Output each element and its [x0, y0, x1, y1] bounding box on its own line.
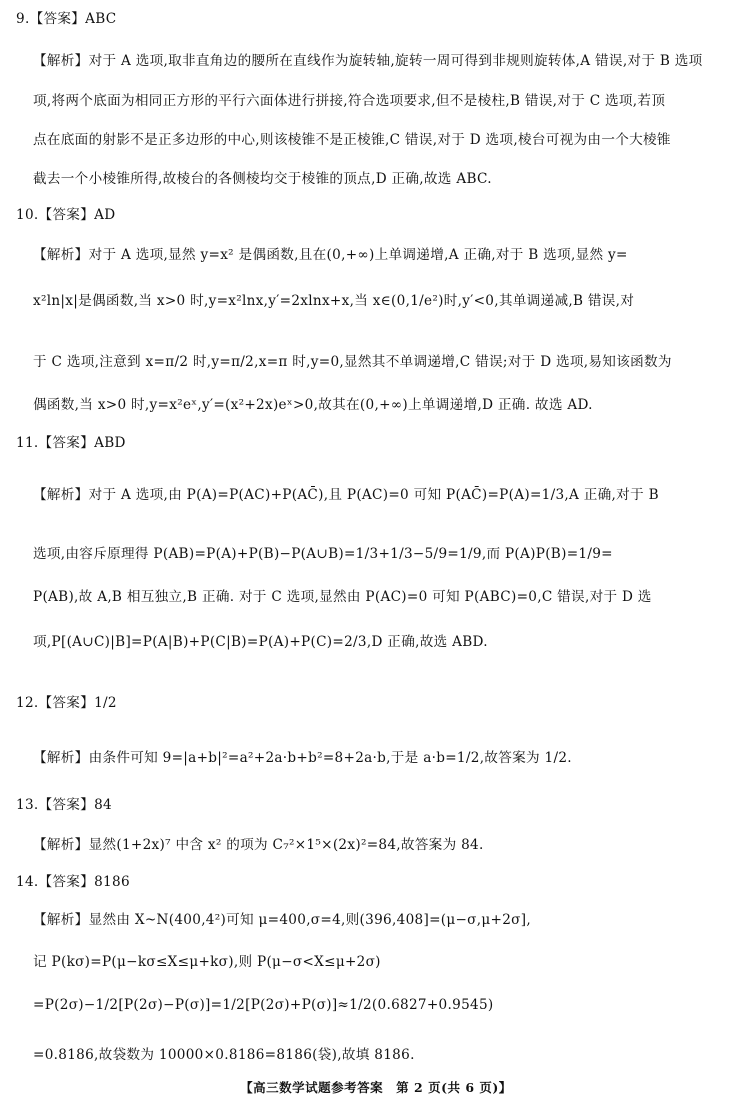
solution-line: =P(2σ)−1/2[P(2σ)−P(σ)]=1/2[P(2σ)+P(σ)]≈1/2(0.6827+0.9545) — [33, 997, 494, 1013]
solution-line: 偶函数,当 x>0 时,y=x²eˣ,y′=(x²+2x)eˣ>0,故其在(0,+∞)上单调递增,D 正确. 故选 AD. — [33, 397, 593, 413]
answer-heading: 9.【答案】ABC — [16, 11, 117, 27]
answer-heading: 14.【答案】8186 — [16, 874, 130, 890]
solution-line: 于 C 选项,注意到 x=π/2 时,y=π/2,x=π 时,y=0,显然其不单调递增,C 错误;对于 D 选项,易知该函数为 — [33, 354, 672, 370]
solution-line: 项,将两个底面为相同正方形的平行六面体进行拼接,符合选项要求,但不是棱柱,B 错误,对于 C 选项,若顶 — [33, 93, 666, 109]
solution-line: x²ln|x|是偶函数,当 x>0 时,y=x²lnx,y′=2xlnx+x,当 x∈(0,1/e²)时,y′<0,其单调递减,B 错误,对 — [33, 293, 635, 309]
page-footer: 【高三数学试题参考答案 第 2 页(共 6 页)】 — [240, 1080, 512, 1095]
solution-line: 【解析】显然由 X~N(400,4²)可知 μ=400,σ=4,则(396,408]=(μ−σ,μ+2σ], — [33, 912, 531, 928]
answer-heading: 11.【答案】ABD — [16, 435, 126, 451]
solution-line: 【解析】显然(1+2x)⁷ 中含 x² 的项为 C₇²×1⁵×(2x)²=84,故答案为 84. — [33, 837, 484, 853]
solution-line: 截去一个小棱锥所得,故棱台的各侧棱均交于棱锥的顶点,D 正确,故选 ABC. — [33, 171, 492, 187]
solution-line: 点在底面的射影不是正多边形的中心,则该棱锥不是正棱锥,C 错误,对于 D 选项,棱台可视为由一个大棱锥 — [33, 132, 671, 148]
answer-heading: 13.【答案】84 — [16, 797, 112, 813]
solution-line: 【解析】对于 A 选项,显然 y=x² 是偶函数,且在(0,+∞)上单调递增,A 正确,对于 B 选项,显然 y= — [33, 247, 628, 263]
solution-line: 【解析】对于 A 选项,取非直角边的腰所在直线作为旋转轴,旋转一周可得到非规则旋转体,A 错误,对于 B 选项 — [33, 53, 703, 69]
answer-heading: 10.【答案】AD — [16, 207, 116, 223]
solution-line: 【解析】由条件可知 9=|a+b|²=a²+2a·b+b²=8+2a·b,于是 a·b=1/2,故答案为 1/2. — [33, 750, 572, 766]
answer-heading: 12.【答案】1/2 — [16, 695, 117, 711]
solution-line: =0.8186,故袋数为 10000×0.8186=8186(袋),故填 8186. — [33, 1047, 415, 1063]
solution-line: 记 P(kσ)=P(μ−kσ≤X≤μ+kσ),则 P(μ−σ<X≤μ+2σ) — [33, 954, 381, 970]
solution-line: P(AB),故 A,B 相互独立,B 正确. 对于 C 选项,显然由 P(AC)=0 可知 P(ABC)=0,C 错误,对于 D 选 — [33, 589, 652, 605]
solution-line: 【解析】对于 A 选项,由 P(A)=P(AC)+P(AC̄),且 P(AC)=0 可知 P(AC̄)=P(A)=1/3,A 正确,对于 B — [33, 487, 659, 503]
solution-line: 选项,由容斥原理得 P(AB)=P(A)+P(B)−P(A∪B)=1/3+1/3−5/9=1/9,而 P(A)P(B)=1/9= — [33, 546, 613, 562]
solution-line: 项,P[(A∪C)|B]=P(A|B)+P(C|B)=P(A)+P(C)=2/3,D 正确,故选 ABD. — [33, 634, 488, 650]
